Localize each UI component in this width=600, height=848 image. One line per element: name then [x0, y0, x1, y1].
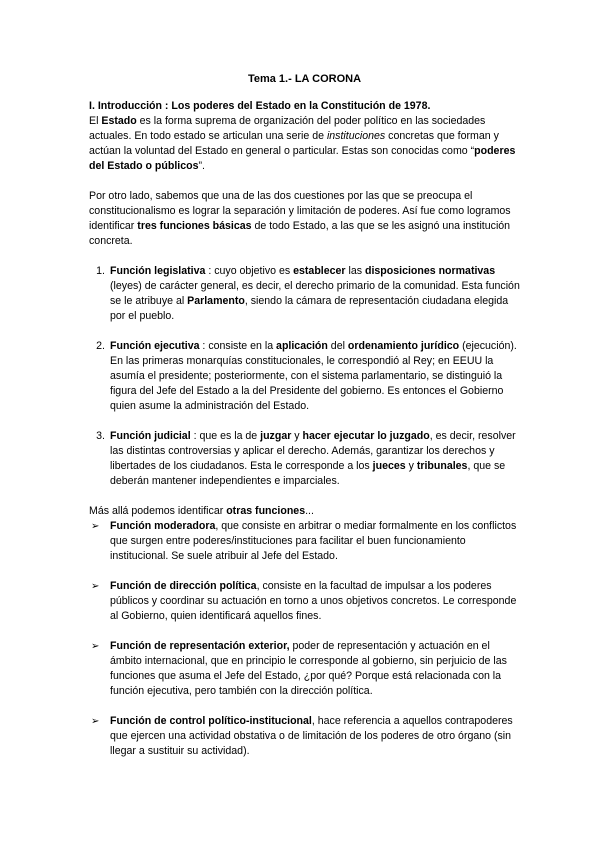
- arrow-bullet-icon: ➢: [91, 716, 100, 727]
- list-item-external-representation: ➢ Función de representación exterior, poder de representación y actuación en el ámbito internacional, que en principio le corresponde al gobierno, sin perjuicio de las funciones que asuma el Jefe del Estado, ¿por qué? Porque está relacionada con la función ejecutiva, pero también con la dirección política.: [91, 640, 507, 697]
- list-item-political-direction: ➢ Función de dirección política, consiste en la facultad de impulsar a los poderes públicos y coordinar su actuación en torno a unos objetivos concretos. Le corresponde al Gobierno, quien identificará aquellos fines.: [91, 580, 517, 622]
- other-functions-list: [89, 519, 520, 759]
- list-item-political-control: ➢ Función de control político-institucional, hace referencia a aquellos contrapoderes que ejercen una actividad obstativa o de limitación de los poderes de otro órgano (sin llegar a sustituir su actividad).: [91, 715, 513, 757]
- basic-functions-list: [89, 264, 520, 489]
- arrow-bullet-icon: ➢: [91, 581, 100, 592]
- intro-paragraph-2: Por otro lado, sabemos que una de las dos cuestiones por las que se preocupa el constitucionalismo es lograr la separación y limitación de poderes. Así fue como logramos identificar tres funciones básicas de todo Estado, a las que se les asignó una institución concreta.: [89, 190, 511, 247]
- arrow-bullet-icon: ➢: [91, 641, 100, 652]
- section-heading: I. Introducción : Los poderes del Estado en la Constitución de 1978.: [89, 100, 431, 112]
- list-item-legislative: 1. Función legislativa : cuyo objetivo es establecer las disposiciones normativas (leyes) de carácter general, es decir, el derecho primario de la comunidad. Esta función se le atribuye al Parlamento, siendo la cámara de representación ciudadana elegida por el pueblo.: [96, 265, 520, 322]
- document-body: [89, 72, 520, 774]
- list-item-executive: 2. Función ejecutiva : consiste en la aplicación del ordenamiento jurídico (ejecución). En las primeras monarquías constitucionales, le correspondió al Rey; en EEUU la asumía el presidente; posteriormente, con el sistema parlamentario, se distinguió la figura del Jefe del Estado a la del Presidente del gobierno. Es entonces el Gobierno quien asume la administración del Estado.: [96, 340, 517, 412]
- arrow-bullet-icon: ➢: [91, 521, 100, 532]
- list-item-moderating: ➢ Función moderadora, que consiste en arbitrar o mediar formalmente en los conflictos que surgen entre poderes/instituciones para facilitar el buen funcionamiento institucional. Se suele atribuir al Jefe del Estado.: [91, 520, 517, 562]
- intro-paragraph-1: El Estado es la forma suprema de organización del poder político en las sociedades actuales. En todo estado se articulan una serie de instituciones concretas que forman y actúan la voluntad del Estado en general o particular. Estas son conocidas como “poderes del Estado o públicos”.: [89, 115, 516, 172]
- list-item-judicial: 3. Función judicial : que es la de juzgar y hacer ejecutar lo juzgado, es decir, resolver las distintas controversias y aplicar el derecho. Además, garantizar los derechos y libertades de los ciudadanos. Esta le corresponde a los jueces y tribunales, que se deberán mantener independientes e imparciales.: [96, 430, 516, 487]
- other-functions-intro: Más allá podemos identificar otras funciones...: [89, 505, 314, 517]
- page-title: Tema 1.- LA CORONA: [247, 73, 362, 85]
